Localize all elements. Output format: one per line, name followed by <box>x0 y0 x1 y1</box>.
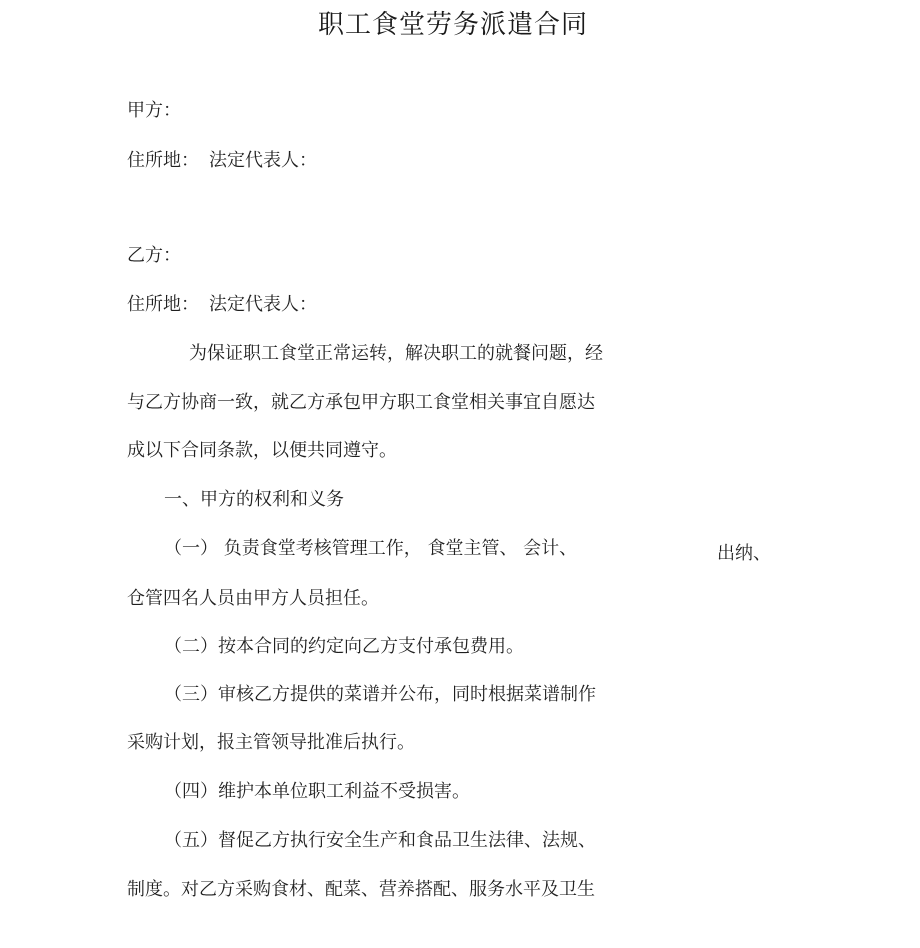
item-1-line-2: 仓管四名人员由甲方人员担任。 <box>127 588 379 609</box>
item-2: （二）按本合同的约定向乙方支付承包费用。 <box>164 636 524 657</box>
item-1-line-1-tail: 出纳、 <box>717 543 771 564</box>
party-b-label: 乙方： <box>127 245 181 266</box>
item-3-line-1: （三）审核乙方提供的菜谱并公布，同时根据菜谱制作 <box>164 684 596 705</box>
item-5-line-2: 制度。对乙方采购食材、配菜、营养搭配、服务水平及卫生 <box>127 879 595 900</box>
intro-line-2: 与乙方协商一致，就乙方承包甲方职工食堂相关事宜自愿达 <box>127 392 595 413</box>
section-1-heading: 一、甲方的权利和义务 <box>164 489 344 510</box>
document-title: 职工食堂劳务派遣合同 <box>317 10 588 40</box>
item-3-line-2: 采购计划，报主管领导批准后执行。 <box>127 732 415 753</box>
item-1-line-1: （一） 负责食堂考核管理工作， 食堂主管、 会计、 <box>164 538 578 559</box>
party-b-rep-label: 法定代表人： <box>209 294 317 315</box>
item-4: （四）维护本单位职工利益不受损害。 <box>164 781 470 802</box>
party-b-address-label: 住所地： <box>127 294 199 315</box>
party-a-label: 甲方： <box>127 100 181 121</box>
intro-line-3: 成以下合同条款，以便共同遵守。 <box>127 440 397 461</box>
party-a-address-line <box>127 149 317 173</box>
party-a-address-label: 住所地： <box>127 150 199 171</box>
intro-line-1: 为保证职工食堂正常运转，解决职工的就餐问题，经 <box>189 343 603 364</box>
party-a-rep-label: 法定代表人： <box>209 150 317 171</box>
party-b-address-line <box>127 293 317 317</box>
item-5-line-1: （五）督促乙方执行安全生产和食品卫生法律、法规、 <box>164 830 596 851</box>
